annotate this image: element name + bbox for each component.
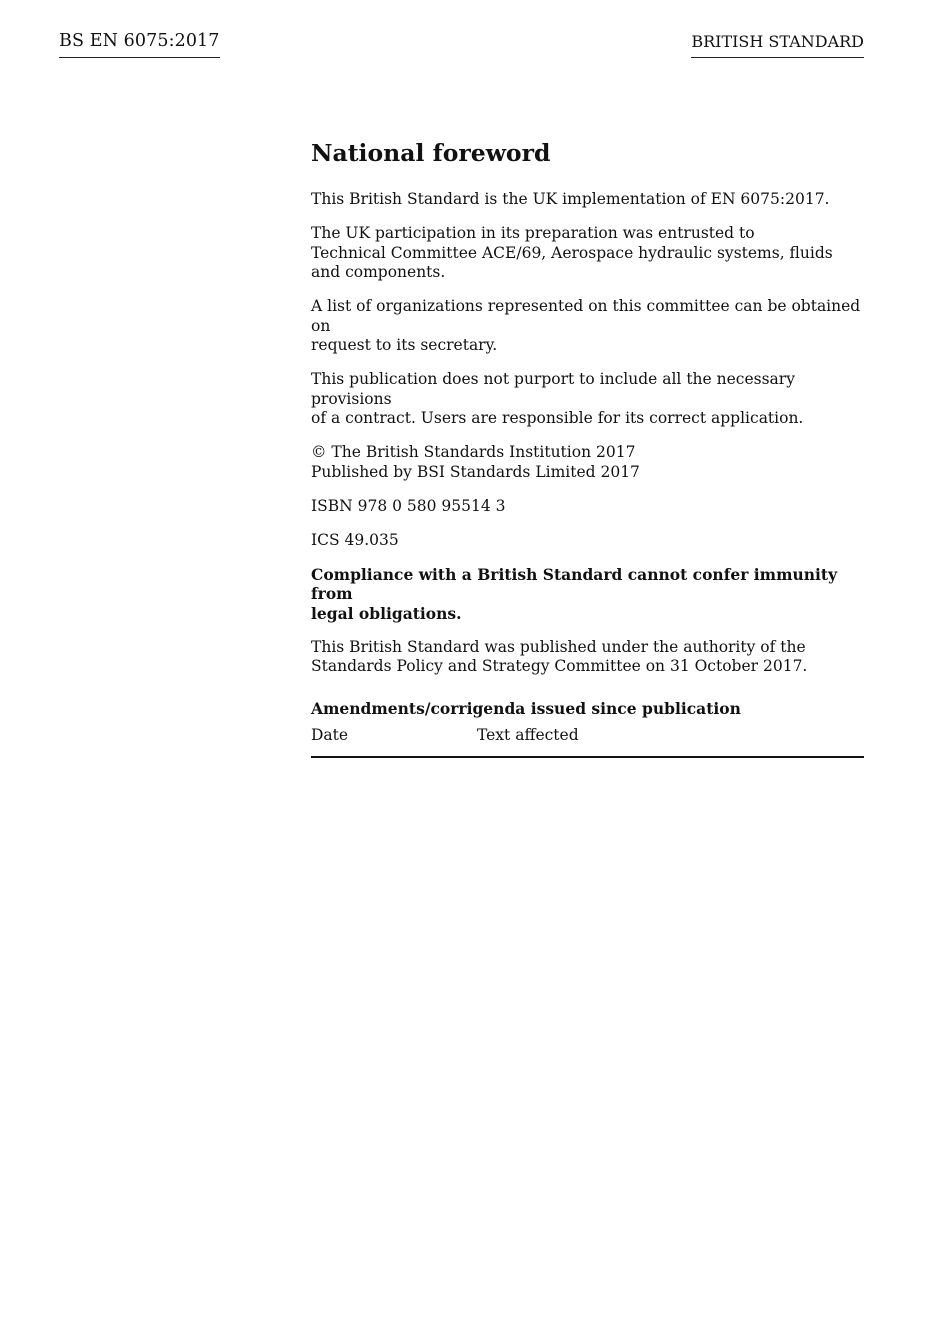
authority-line-1: This British Standard was published under the authority of the bbox=[311, 637, 806, 656]
publisher-text: Published by BSI Standards Limited 2017 bbox=[311, 462, 640, 481]
organizations-line-2: request to its secretary. bbox=[311, 336, 498, 354]
amendments-column-text-affected: Text affected bbox=[477, 726, 579, 744]
compliance-line-1: Compliance with a British Standard cannot confer immunity from bbox=[311, 564, 838, 603]
committee-line-3: and components. bbox=[311, 263, 446, 281]
amendments-heading: Amendments/corrigenda issued since publication bbox=[311, 698, 741, 718]
amendments-table bbox=[311, 726, 864, 758]
isbn-paragraph bbox=[311, 497, 864, 517]
ics-text: ICS 49.035 bbox=[311, 530, 399, 549]
provisions-line-2: of a contract. Users are responsible for its correct application. bbox=[311, 409, 804, 427]
isbn-text: ISBN 978 0 580 95514 3 bbox=[311, 496, 506, 515]
compliance-line-2: legal obligations. bbox=[311, 603, 462, 623]
compliance-paragraph bbox=[311, 565, 864, 624]
authority-line-2: Standards Policy and Strategy Committee on 31 October 2017. bbox=[311, 657, 808, 675]
provisions-paragraph bbox=[311, 370, 864, 429]
copyright-text: © The British Standards Institution 2017 bbox=[311, 443, 636, 461]
document-number: BS EN 6075:2017 bbox=[59, 30, 220, 58]
committee-paragraph bbox=[311, 224, 864, 283]
ics-paragraph bbox=[311, 531, 864, 551]
page-title: National foreword bbox=[311, 139, 551, 167]
organizations-paragraph bbox=[311, 297, 864, 356]
provisions-line-1: This publication does not purport to include all the necessary provisions bbox=[311, 370, 795, 408]
copyright-paragraph bbox=[311, 443, 864, 482]
committee-line-2: Technical Committee ACE/69, Aerospace hydraulic systems, fluids bbox=[311, 243, 833, 262]
amendments-column-date: Date bbox=[311, 726, 349, 744]
committee-line-1: The UK participation in its preparation was entrusted to bbox=[311, 224, 755, 242]
implementation-text: This British Standard is the UK implementation of EN 6075:2017. bbox=[311, 190, 830, 208]
organizations-line-1: A list of organizations represented on this committee can be obtained on bbox=[311, 297, 861, 335]
national-foreword-section bbox=[311, 138, 864, 758]
authority-paragraph bbox=[311, 638, 864, 677]
implementation-paragraph bbox=[311, 190, 864, 210]
document-type: BRITISH STANDARD bbox=[691, 31, 864, 58]
